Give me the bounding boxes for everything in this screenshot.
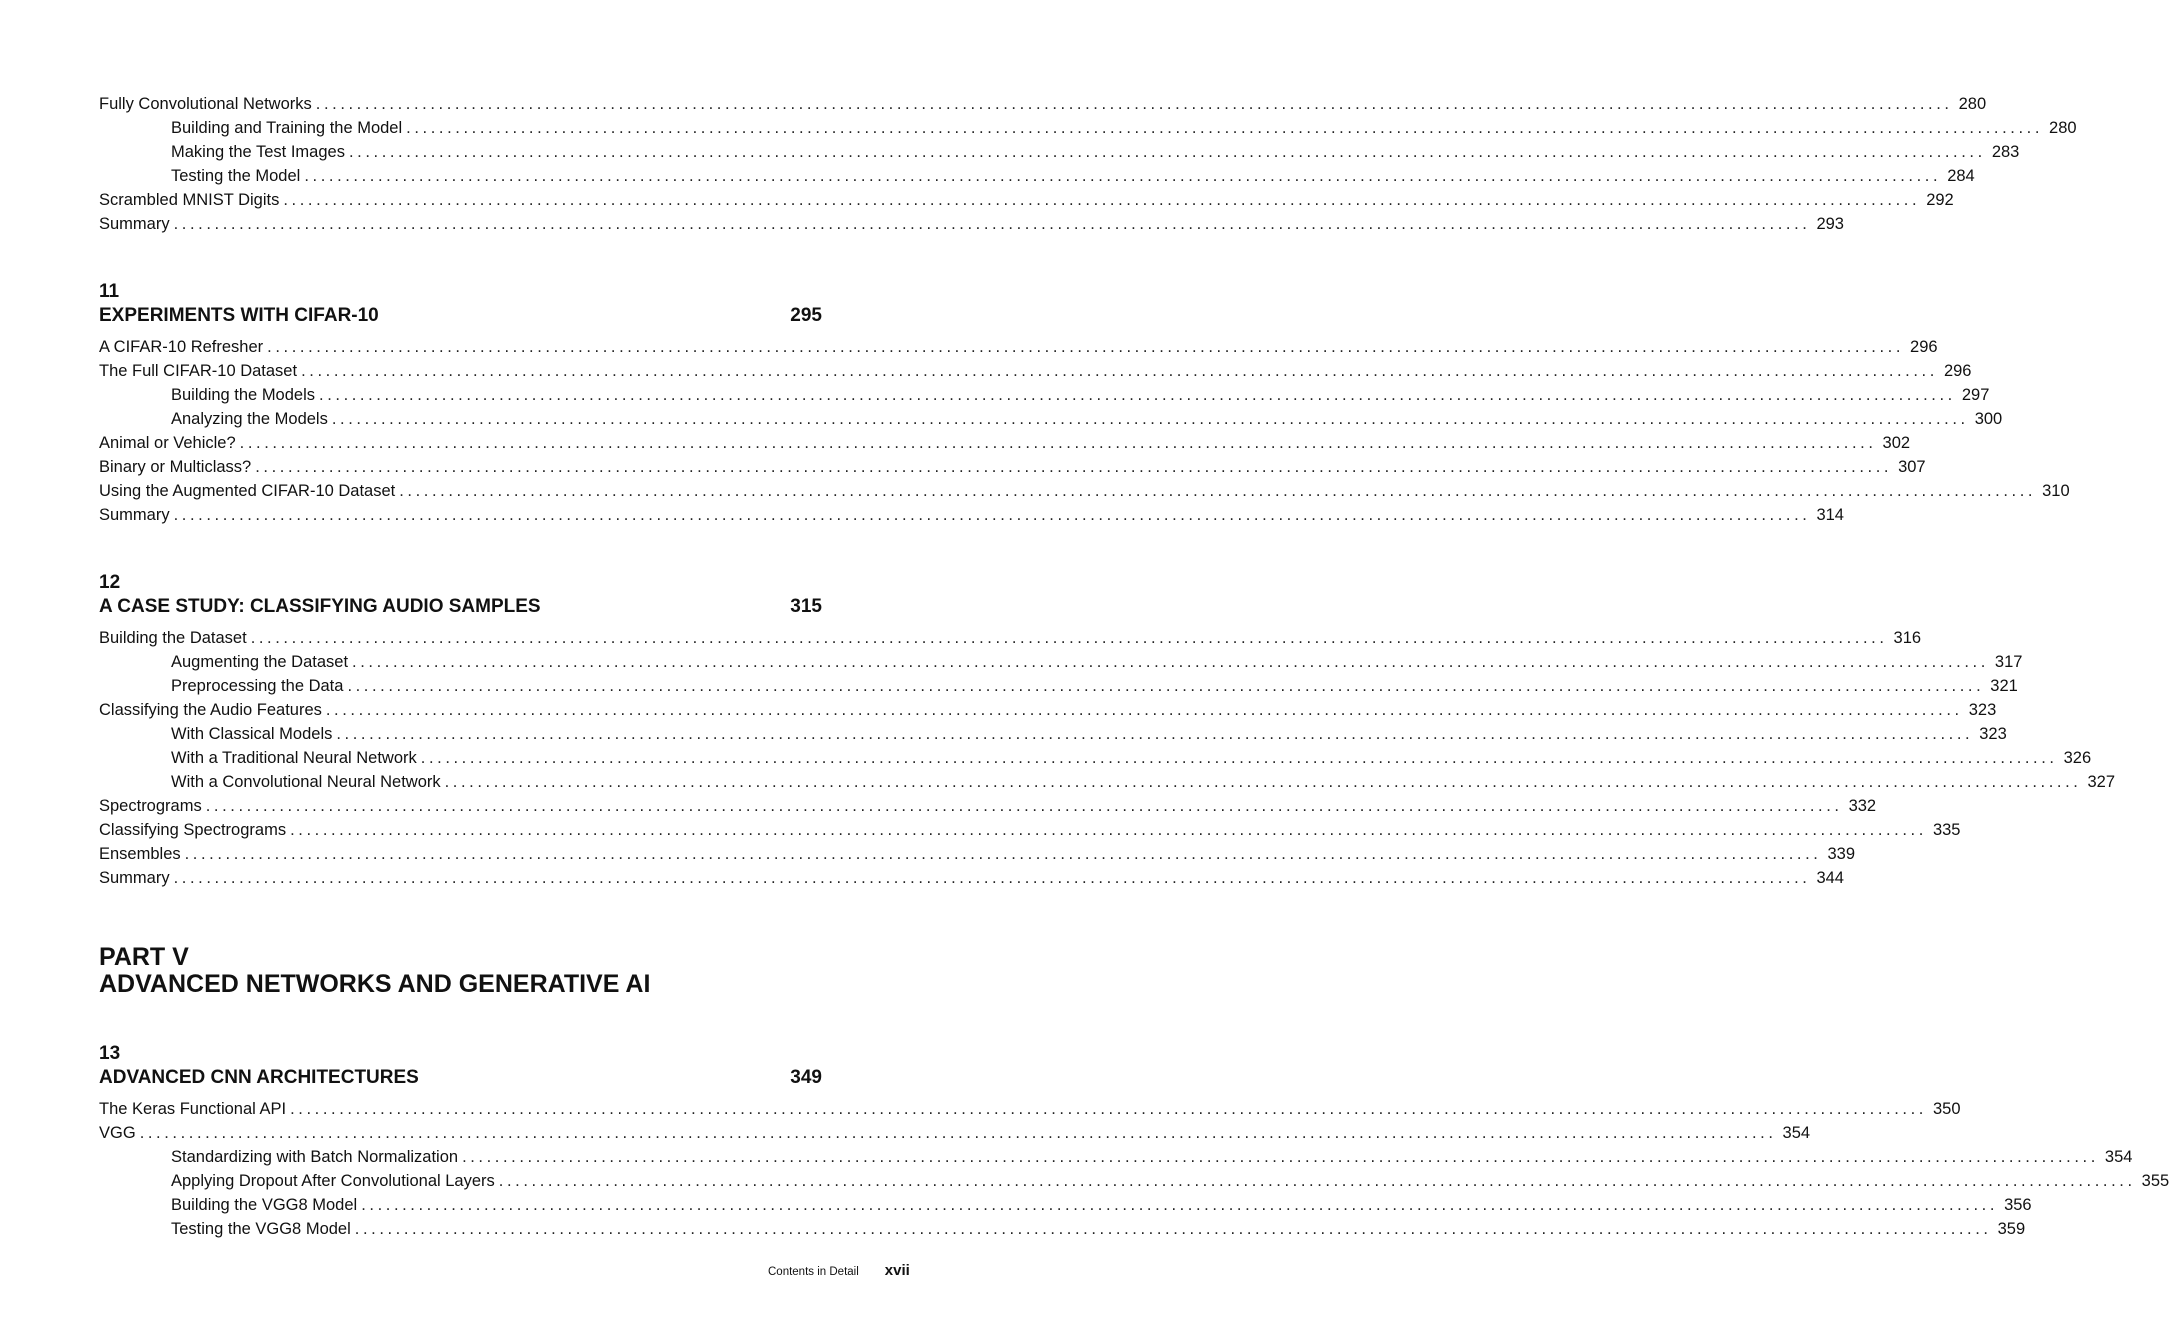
entry-title: Standardizing with Batch Normalization — [171, 1148, 459, 1166]
toc-entry — [99, 164, 1975, 188]
entry-page-number: 302 — [1882, 434, 1911, 452]
toc-entry — [99, 1121, 1811, 1145]
toc-entry — [99, 1193, 2032, 1217]
entry-page-number: 354 — [1782, 1124, 1811, 1142]
toc-entry — [99, 383, 1990, 407]
entry-page-number: 350 — [1932, 1100, 1961, 1118]
dot-leader: ........................................................................................................................................................................................................ — [420, 749, 2058, 767]
dot-leader: ........................................................................................................................................................................................................ — [354, 1220, 1992, 1238]
footer-page-number: xvii — [884, 1262, 910, 1279]
chapter-12-number: 12 — [99, 572, 121, 593]
entry-title: Ensembles — [99, 845, 181, 863]
entry-title: Building the VGG8 Model — [171, 1196, 358, 1214]
dot-leader: ........................................................................................................................................................................................................ — [399, 482, 2037, 500]
entry-title: Augmenting the Dataset — [171, 653, 349, 671]
toc-entry — [99, 407, 2003, 431]
dot-leader: ........................................................................................................................................................................................................ — [498, 1172, 2136, 1190]
dot-leader: ........................................................................................................................................................................................................ — [205, 797, 1843, 815]
dot-leader: ........................................................................................................................................................................................................ — [304, 167, 1942, 185]
toc-entry — [99, 698, 1997, 722]
footer-label: Contents in Detail — [768, 1266, 859, 1278]
entry-page-number: 317 — [1994, 653, 2023, 671]
entry-page-number: 356 — [2004, 1196, 2032, 1214]
dot-leader: ........................................................................................................................................................................................................ — [290, 821, 1927, 839]
dot-leader: ........................................................................................................................................................................................................ — [255, 458, 1893, 476]
part-heading — [99, 944, 822, 998]
dot-leader: ........................................................................................................................................................................................................ — [347, 677, 1985, 695]
entry-title: Building the Models — [171, 386, 316, 404]
toc-entry — [99, 92, 1987, 116]
chapter-title: EXPERIMENTS WITH CIFAR-10 — [99, 305, 379, 326]
entry-title: With a Convolutional Neural Network — [171, 773, 441, 791]
entry-title: Analyzing the Models — [171, 410, 328, 428]
toc-entry — [99, 188, 1954, 212]
toc-entry — [99, 116, 2077, 140]
dot-leader: ........................................................................................................................................................................................................ — [406, 119, 2044, 137]
dot-leader: ........................................................................................................................................................................................................ — [331, 410, 1969, 428]
toc-entry — [99, 455, 1926, 479]
entry-page-number: 327 — [2087, 773, 2116, 791]
entry-page-number: 310 — [2042, 482, 2070, 500]
toc-entry — [99, 359, 1972, 383]
entry-page-number: 323 — [1979, 725, 2007, 743]
entry-page-number: 293 — [1816, 215, 1844, 233]
entry-page-number: 355 — [2141, 1172, 2169, 1190]
toc-entry — [99, 818, 1961, 842]
entry-title: VGG — [99, 1124, 136, 1142]
entry-title: Applying Dropout After Convolutional Layers — [171, 1172, 495, 1190]
entry-page-number: 280 — [2049, 119, 2077, 137]
toc-list — [99, 1097, 2169, 1241]
entry-page-number: 316 — [1893, 629, 1922, 647]
toc-list — [99, 92, 2077, 236]
toc-entry — [99, 1217, 2026, 1241]
entry-title: With Classical Models — [171, 725, 333, 743]
entry-page-number: 323 — [1968, 701, 1997, 719]
chapter-page: 315 — [790, 596, 822, 617]
toc-entry — [99, 770, 2116, 794]
entry-title: Scrambled MNIST Digits — [99, 191, 280, 209]
chapter-13-number: 13 — [99, 1043, 121, 1064]
toc-entry — [99, 650, 2023, 674]
dot-leader: ........................................................................................................................................................................................................ — [173, 506, 1811, 524]
entry-page-number: 321 — [1990, 677, 2018, 695]
dot-leader: ........................................................................................................................................................................................................ — [325, 701, 1963, 719]
chapter-title: ADVANCED CNN ARCHITECTURES — [99, 1067, 419, 1088]
entry-title: Building and Training the Model — [171, 119, 403, 137]
chapter-11-number: 11 — [99, 281, 120, 302]
entry-page-number: 284 — [1947, 167, 1975, 185]
dot-leader: ........................................................................................................................................................................................................ — [352, 653, 1989, 671]
page-footer — [768, 1262, 910, 1279]
dot-leader: ........................................................................................................................................................................................................ — [184, 845, 1822, 863]
entry-page-number: 335 — [1932, 821, 1961, 839]
entry-page-number: 280 — [1958, 95, 1987, 113]
dot-leader: ........................................................................................................................................................................................................ — [315, 95, 1953, 113]
entry-title: The Keras Functional API — [99, 1100, 287, 1118]
entry-title: With a Traditional Neural Network — [171, 749, 417, 767]
toc-entry — [99, 1169, 2169, 1193]
entry-title: Testing the Model — [171, 167, 301, 185]
toc-entry — [99, 503, 1844, 527]
part-title: ADVANCED NETWORKS AND GENERATIVE AI — [99, 970, 651, 998]
entry-title: Fully Convolutional Networks — [99, 95, 312, 113]
entry-page-number: 332 — [1848, 797, 1877, 815]
dot-leader: ........................................................................................................................................................................................................ — [361, 1196, 1999, 1214]
dot-leader: ........................................................................................................................................................................................................ — [301, 362, 1938, 380]
entry-title: Testing the VGG8 Model — [171, 1220, 351, 1238]
toc-entry — [99, 626, 1922, 650]
chapter-13-heading — [99, 1066, 822, 1090]
dot-leader: ........................................................................................................................................................................................................ — [173, 869, 1811, 887]
toc-entry — [99, 212, 1844, 236]
entry-title: A CIFAR-10 Refresher — [99, 338, 264, 356]
dot-leader: ........................................................................................................................................................................................................ — [462, 1148, 2099, 1166]
part-label: PART V — [99, 943, 189, 971]
entry-page-number: 296 — [1910, 338, 1938, 356]
entry-title: Building the Dataset — [99, 629, 247, 647]
toc-entry — [99, 794, 1877, 818]
entry-title: Summary — [99, 869, 170, 887]
entry-page-number: 314 — [1816, 506, 1844, 524]
chapter-page: 349 — [790, 1067, 822, 1088]
dot-leader: ........................................................................................................................................................................................................ — [319, 386, 1956, 404]
entry-page-number: 300 — [1974, 410, 2003, 428]
dot-leader: ........................................................................................................................................................................................................ — [336, 725, 1974, 743]
entry-page-number: 354 — [2104, 1148, 2133, 1166]
entry-title: Classifying Spectrograms — [99, 821, 287, 839]
entry-title: Preprocessing the Data — [171, 677, 344, 695]
entry-page-number: 283 — [1991, 143, 2020, 161]
chapter-title: A CASE STUDY: CLASSIFYING AUDIO SAMPLES — [99, 596, 541, 617]
dot-leader: ........................................................................................................................................................................................................ — [444, 773, 2082, 791]
toc-entry — [99, 866, 1844, 890]
toc-entry — [99, 722, 2007, 746]
chapter-page: 295 — [790, 305, 822, 326]
toc-entry — [99, 431, 1911, 455]
toc-entry — [99, 842, 1856, 866]
dot-leader: ........................................................................................................................................................................................................ — [250, 629, 1888, 647]
chapter-12-heading — [99, 595, 822, 619]
toc-list — [99, 626, 2116, 890]
toc-entry — [99, 1145, 2133, 1169]
entry-page-number: 344 — [1816, 869, 1844, 887]
entry-page-number: 297 — [1961, 386, 1990, 404]
toc-entry — [99, 479, 2070, 503]
entry-page-number: 339 — [1827, 845, 1856, 863]
entry-page-number: 307 — [1898, 458, 1926, 476]
toc-entry — [99, 335, 1938, 359]
entry-title: The Full CIFAR-10 Dataset — [99, 362, 298, 380]
entry-page-number: 296 — [1943, 362, 1972, 380]
entry-title: Summary — [99, 506, 170, 524]
entry-title: Animal or Vehicle? — [99, 434, 236, 452]
toc-list — [99, 335, 2070, 527]
toc-entry — [99, 1097, 1961, 1121]
toc-page — [99, 92, 2169, 1241]
dot-leader: ........................................................................................................................................................................................................ — [283, 191, 1921, 209]
dot-leader: ........................................................................................................................................................................................................ — [139, 1124, 1777, 1142]
chapter-11-heading — [99, 304, 822, 328]
entry-title: Making the Test Images — [171, 143, 345, 161]
entry-page-number: 326 — [2063, 749, 2092, 767]
toc-entry — [99, 746, 2092, 770]
dot-leader: ........................................................................................................................................................................................................ — [267, 338, 1905, 356]
dot-leader: ........................................................................................................................................................................................................ — [239, 434, 1877, 452]
entry-title: Classifying the Audio Features — [99, 701, 322, 719]
dot-leader: ........................................................................................................................................................................................................ — [173, 215, 1811, 233]
entry-title: Spectrograms — [99, 797, 202, 815]
entry-page-number: 292 — [1926, 191, 1954, 209]
toc-entry — [99, 140, 2020, 164]
entry-page-number: 359 — [1997, 1220, 2026, 1238]
entry-title: Using the Augmented CIFAR-10 Dataset — [99, 482, 396, 500]
entry-title: Binary or Multiclass? — [99, 458, 252, 476]
dot-leader: ........................................................................................................................................................................................................ — [348, 143, 1986, 161]
toc-entry — [99, 674, 2018, 698]
dot-leader: ........................................................................................................................................................................................................ — [290, 1100, 1927, 1118]
entry-title: Summary — [99, 215, 170, 233]
